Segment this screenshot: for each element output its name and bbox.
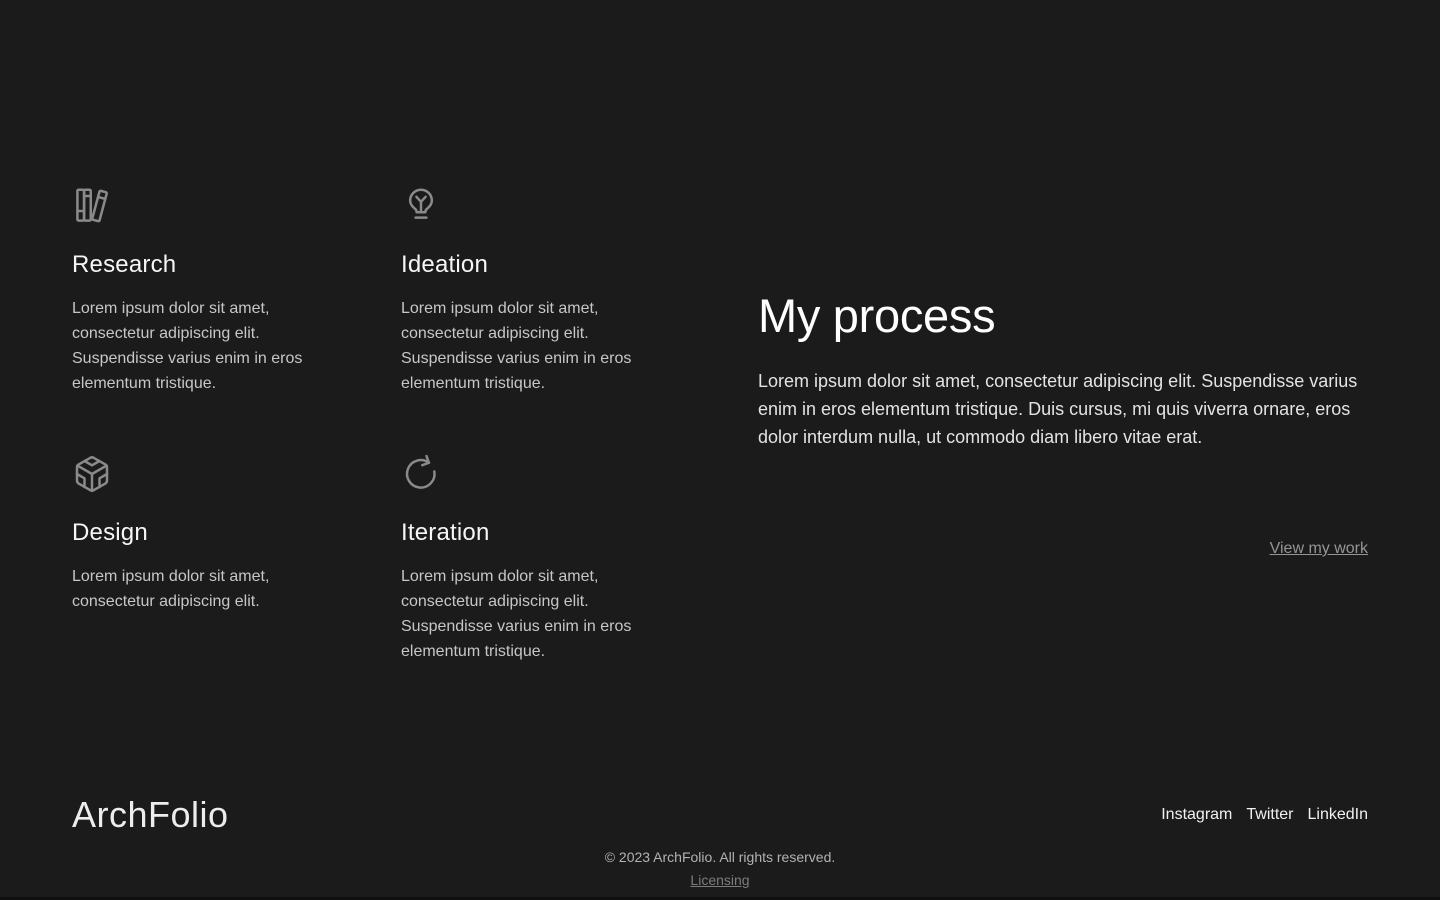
step-description: Lorem ipsum dolor sit amet, consectetur adipiscing elit. Suspendisse varius enim in eros elementum tristique. [401,300,632,392]
step-title: Design [72,519,148,546]
step-card-design [72,454,306,664]
process-content-row [72,186,1368,664]
step-card-ideation [401,186,635,396]
step-description: Lorem ipsum dolor sit amet, consectetur adipiscing elit. Suspendisse varius enim in eros elementum tristique. [72,300,303,392]
page-title: My process [758,289,996,342]
instagram-link[interactable]: Instagram [1161,805,1233,823]
linkedin-link[interactable]: LinkedIn [1307,805,1368,823]
step-description: Lorem ipsum dolor sit amet, consectetur adipiscing elit. Suspendisse varius enim in eros elementum tristique. [401,568,632,660]
cube-icon [72,454,112,494]
cta-row [758,539,1368,558]
step-title: Research [72,251,177,278]
step-title: Iteration [401,519,490,546]
process-description: Lorem ipsum dolor sit amet, consectetur adipiscing elit. Suspendisse varius enim in eros elementum tristique. Duis cursus, mi quis viverra ornare, eros dolor interdum nulla, ut commodo diam libero vitae erat. [758,371,1358,447]
process-info [758,289,1368,558]
footer-logo: ArchFolio [72,794,229,835]
step-card-iteration [401,454,635,664]
rotate-cw-icon [401,454,441,494]
step-card-research [72,186,306,396]
step-description: Lorem ipsum dolor sit amet, consectetur adipiscing elit. [72,568,270,610]
books-icon [72,186,112,226]
process-steps-grid [72,186,635,664]
licensing-row [72,872,1368,890]
twitter-link[interactable]: Twitter [1246,805,1294,823]
licensing-link[interactable]: Licensing [690,872,750,888]
view-my-work-link[interactable]: View my work [1269,540,1368,557]
social-links [1161,806,1368,824]
lightbulb-icon [401,186,441,226]
copyright-text: © 2023 ArchFolio. All rights reserved. [604,849,836,865]
step-title: Ideation [401,251,489,278]
footer [0,794,1440,890]
footer-top-row [72,794,1368,835]
